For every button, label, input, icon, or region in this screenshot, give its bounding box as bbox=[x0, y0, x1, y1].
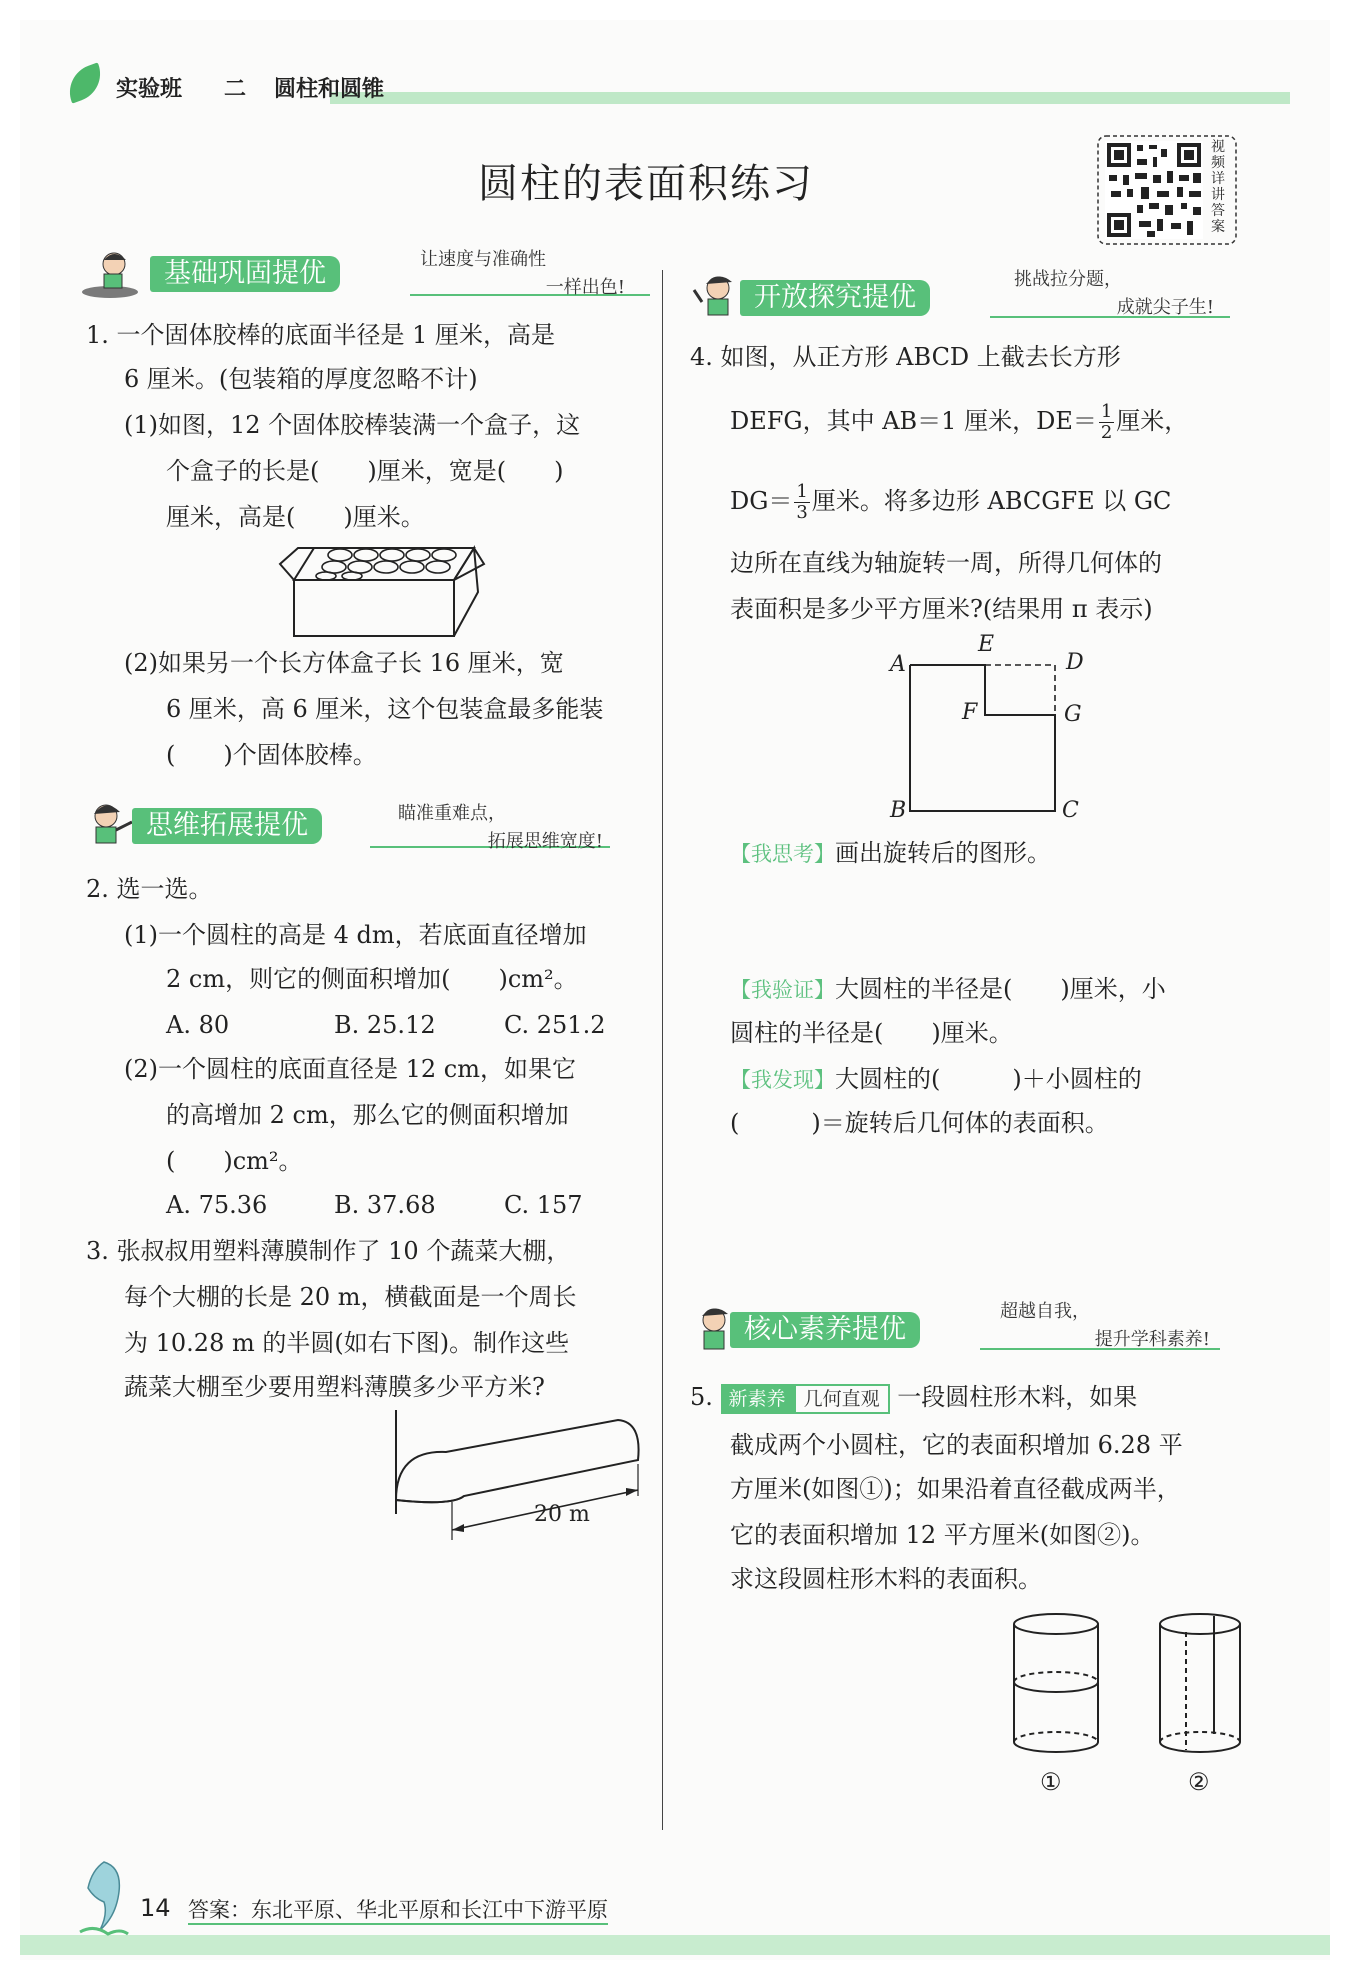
slogan-line-1: 超越自我， bbox=[1000, 1301, 1090, 1322]
find-tag: 【我发现】 bbox=[730, 1068, 835, 1092]
label-f: F bbox=[962, 700, 978, 725]
q2-part2-line-1: (2)一个圆柱的底面直径是 12 cm，如果它 bbox=[124, 1055, 576, 1083]
q4-line-2-text: DEFG，其中 AB＝1 厘米，DE＝ bbox=[730, 407, 1097, 435]
label-d: D bbox=[1066, 650, 1084, 675]
new-literacy-tag: 新素养 bbox=[721, 1384, 794, 1414]
q2-part2-line-2: 的高增加 2 cm，那么它的侧面积增加 bbox=[166, 1101, 569, 1129]
q4-line-5: 表面积是多少平方厘米?(结果用 π 表示) bbox=[730, 595, 1153, 623]
slogan-line-2: 拓展思维宽度! bbox=[487, 831, 603, 852]
q4-line-2-unit: 厘米， bbox=[1116, 407, 1189, 435]
q4-line-3-text: DG＝ bbox=[730, 487, 793, 515]
q4-verify-line-2: 圆柱的半径是( )厘米。 bbox=[730, 1019, 1013, 1047]
page-title: 圆柱的表面积练习 bbox=[478, 161, 814, 207]
q5-line-1-text: 一段圆柱形木料，如果 bbox=[897, 1383, 1138, 1411]
q1-part1-line-1: (1)如图，12 个固体胶棒装满一个盒子，这 bbox=[124, 411, 581, 439]
find-text-1: 大圆柱的( )＋小圆柱的 bbox=[835, 1065, 1142, 1093]
q2-part1-option-a[interactable]: A. 80 bbox=[166, 1011, 230, 1039]
q2-part2-option-b[interactable]: B. 37.68 bbox=[334, 1191, 436, 1219]
slogan-line-2: 一样出色! bbox=[545, 277, 625, 298]
header-bar bbox=[330, 92, 1290, 104]
fraction-de bbox=[1099, 402, 1114, 443]
dolphin-icon bbox=[74, 1858, 134, 1938]
q3-line-1: 3. 张叔叔用塑料薄膜制作了 10 个蔬菜大棚， bbox=[86, 1237, 571, 1265]
figure-1-label: ① bbox=[1040, 1768, 1062, 1796]
greenhouse-length-label: 20 m bbox=[534, 1502, 590, 1527]
label-e: E bbox=[978, 632, 995, 657]
q2-part1-line-1: (1)一个圆柱的高是 4 dm，若底面直径增加 bbox=[124, 921, 587, 949]
fraction-dg-numerator: 1 bbox=[796, 481, 808, 502]
qr-code[interactable] bbox=[1097, 135, 1237, 245]
section-thinking bbox=[80, 803, 650, 852]
figure-2-label: ② bbox=[1188, 1768, 1210, 1796]
section-core-title: 核心素养提优 bbox=[730, 1312, 920, 1348]
fraction-dg-denominator: 3 bbox=[796, 502, 808, 523]
mascot-icon bbox=[80, 800, 140, 852]
section-slogan bbox=[1000, 1298, 1210, 1354]
fraction-de-denominator: 2 bbox=[1100, 422, 1113, 443]
q3-line-3: 为 10.28 m 的半圆(如右下图)。制作这些 bbox=[124, 1329, 570, 1357]
q5-line-2: 截成两个小圆柱，它的表面积增加 6.28 平 bbox=[730, 1431, 1183, 1459]
q1-part1-line-3: 厘米，高是( )厘米。 bbox=[166, 503, 425, 531]
q1-part2-line-2: 6 厘米，高 6 厘米，这个包装盒最多能装 bbox=[166, 695, 604, 723]
q4-line-3 bbox=[730, 478, 1171, 524]
q4-line-1: 4. 如图，从正方形 ABCD 上截去长方形 bbox=[690, 343, 1121, 371]
column-divider bbox=[662, 270, 663, 1830]
think-text: 画出旋转后的图形。 bbox=[835, 839, 1051, 867]
q5-number: 5. bbox=[690, 1383, 713, 1411]
q5-line-1 bbox=[690, 1374, 1137, 1420]
q5-line-4: 它的表面积增加 12 平方厘米(如图②)。 bbox=[730, 1521, 1155, 1549]
q2-part2-option-a[interactable]: A. 75.36 bbox=[166, 1191, 268, 1219]
verify-text-1: 大圆柱的半径是( )厘米，小 bbox=[835, 975, 1166, 1003]
section-slogan bbox=[420, 246, 625, 302]
unit-title: 圆柱和圆锥 bbox=[274, 77, 385, 102]
q2-part1-line-2: 2 cm，则它的侧面积增加( )cm²。 bbox=[166, 965, 578, 993]
q4-verify-line-1 bbox=[730, 966, 1166, 1013]
q2-heading: 2. 选一选。 bbox=[86, 875, 213, 903]
think-tag: 【我思考】 bbox=[730, 842, 835, 866]
greenhouse-figure bbox=[392, 1410, 644, 1546]
q4-think bbox=[730, 830, 1051, 877]
q4-line-4: 边所在直线为轴旋转一周，所得几何体的 bbox=[730, 549, 1162, 577]
unit-number: 二 bbox=[224, 77, 247, 102]
label-a: A bbox=[890, 652, 906, 677]
label-b: B bbox=[890, 798, 907, 823]
footer-bar bbox=[20, 1935, 1330, 1955]
q1-part2-line-3: ( )个固体胶棒。 bbox=[166, 741, 377, 769]
q2-part1-option-b[interactable]: B. 25.12 bbox=[334, 1011, 436, 1039]
cylinder-cut-vertical-figure bbox=[1152, 1608, 1248, 1758]
q3-line-2: 每个大棚的长是 20 m，横截面是一个周长 bbox=[124, 1283, 577, 1311]
glue-box-figure bbox=[278, 540, 486, 640]
section-slogan bbox=[1014, 266, 1214, 322]
label-g: G bbox=[1064, 702, 1082, 727]
label-c: C bbox=[1062, 798, 1079, 823]
q5-line-5: 求这段圆柱形木料的表面积。 bbox=[730, 1565, 1042, 1593]
q5-line-3: 方厘米(如图①)；如果沿着直径截成两半， bbox=[730, 1475, 1181, 1503]
section-slogan bbox=[398, 800, 603, 856]
slogan-line-1: 挑战拉分题， bbox=[1014, 269, 1122, 290]
fraction-dg bbox=[794, 482, 809, 523]
section-open-title: 开放探究提优 bbox=[740, 280, 930, 316]
section-open bbox=[690, 269, 1250, 320]
q1-line-2: 6 厘米。(包装箱的厚度忽略不计) bbox=[124, 365, 478, 393]
q4-find-line-2: ( )＝旋转后几何体的表面积。 bbox=[730, 1109, 1109, 1137]
page-number: 14 bbox=[140, 1894, 171, 1922]
q4-find-line-1 bbox=[730, 1056, 1142, 1103]
geometry-intuition-tag: 几何直观 bbox=[794, 1384, 890, 1414]
q2-part1-option-c[interactable]: C. 251.2 bbox=[504, 1011, 606, 1039]
footer-answer-note: 答案：东北平原、华北平原和长江中下游平原 bbox=[188, 1898, 608, 1922]
q1-line-1: 1. 一个固体胶棒的底面半径是 1 厘米，高是 bbox=[86, 321, 556, 349]
qr-label: 视频详讲答案 bbox=[1211, 139, 1225, 235]
q3-line-4: 蔬菜大棚至少要用塑料薄膜多少平方米? bbox=[124, 1373, 545, 1401]
q4-line-3-rest: 厘米。将多边形 ABCGFE 以 GC bbox=[811, 487, 1172, 515]
q4-line-2 bbox=[730, 398, 1188, 444]
q2-part2-option-c[interactable]: C. 157 bbox=[504, 1191, 583, 1219]
series-name: 实验班 bbox=[116, 77, 183, 102]
section-thinking-title: 思维拓展提优 bbox=[132, 808, 322, 844]
section-basic bbox=[80, 249, 650, 298]
polygon-abcgfe-figure bbox=[880, 635, 1090, 825]
q1-part1-line-2: 个盒子的长是( )厘米，宽是( ) bbox=[166, 457, 564, 485]
verify-tag: 【我验证】 bbox=[730, 978, 835, 1002]
q2-part2-line-3: ( )cm²。 bbox=[166, 1147, 303, 1175]
section-core bbox=[690, 1301, 1250, 1352]
slogan-line-2: 提升学科素养! bbox=[1094, 1329, 1210, 1350]
slogan-line-2: 成就尖子生! bbox=[1116, 297, 1214, 318]
mascot-icon bbox=[80, 248, 140, 300]
section-basic-title: 基础巩固提优 bbox=[150, 256, 340, 292]
slogan-line-1: 让速度与准确性 bbox=[420, 249, 546, 270]
q1-part2-line-1: (2)如果另一个长方体盒子长 16 厘米，宽 bbox=[124, 649, 564, 677]
slogan-line-1: 瞄准重难点， bbox=[398, 803, 506, 824]
fraction-de-numerator: 1 bbox=[1100, 401, 1113, 422]
cylinder-cut-horizontal-figure bbox=[1006, 1610, 1106, 1760]
